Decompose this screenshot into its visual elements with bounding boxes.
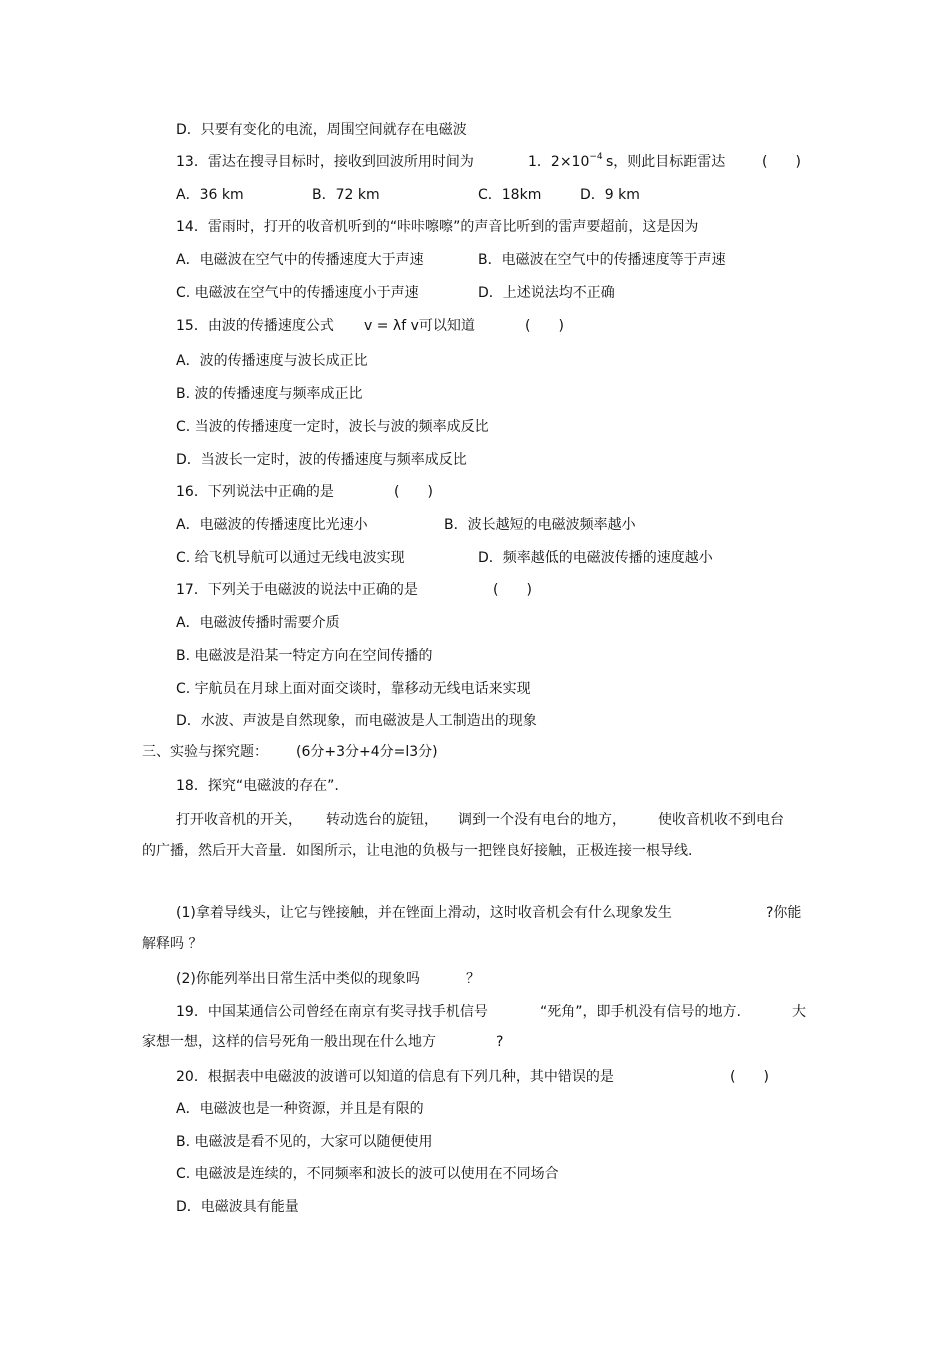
q15-formula: v = λf v可以知道 (364, 318, 475, 334)
q12-option-d: D．只要有变化的电流，周围空间就存在电磁波 (176, 122, 467, 138)
q18-subquestion-1: (1)拿着导线头，让它与锉接触，并在锉面上滑动，这时收音机会有什么现象发生 (176, 905, 672, 921)
q13-option-b: B．72 km (312, 187, 380, 203)
q18-paragraph-part-2: 转动选台的旋钮， (326, 812, 438, 828)
q13-option-d: D．9 km (580, 187, 640, 203)
q14-stem: 14．雷雨时，打开的收音机听到的“咔咔嚓嚓”的声音比听到的雷声要超前，这是因为 (176, 219, 699, 235)
q13-answer-paren: ( ) (762, 154, 801, 170)
q16-option-d: D．频率越低的电磁波传播的速度越小 (478, 550, 713, 566)
q13-option-c: C．18km (478, 187, 542, 203)
q16-answer-paren: ( ) (394, 484, 433, 500)
q15-stem: 15．由波的传播速度公式 (176, 318, 334, 334)
q16-option-a: A．电磁波的传播速度比光速小 (176, 517, 368, 533)
q18-stem: 18．探究“电磁波的存在”. (176, 778, 339, 794)
q18-paragraph-part-3: 调到一个没有电台的地方， (458, 812, 626, 828)
q20-option-b: B. 电磁波是看不见的，大家可以随便使用 (176, 1134, 433, 1150)
q16-option-b: B．波长越短的电磁波频率越小 (444, 517, 636, 533)
q16-option-c: C. 给飞机导航可以通过无线电波实现 (176, 550, 405, 566)
q19-line-2: 家想一想，这样的信号死角一般出现在什么地方 (142, 1034, 436, 1050)
q15-option-b: B. 波的传播速度与频率成正比 (176, 386, 363, 402)
q19-line-1-quote: “死角”，即手机没有信号的地方. (540, 1004, 741, 1020)
q19-line-2-mark: ? (496, 1034, 504, 1050)
q19-line-1: 19．中国某通信公司曾经在南京有奖寻找手机信号 (176, 1004, 488, 1020)
q14-option-b: B．电磁波在空气中的传播速度等于声速 (478, 252, 726, 268)
q14-option-a: A．电磁波在空气中的传播速度大于声速 (176, 252, 424, 268)
q18-paragraph-part-1: 打开收音机的开关， (176, 812, 302, 828)
q20-answer-paren: ( ) (730, 1069, 769, 1085)
q13-stem: 13．雷达在搜寻目标时，接收到回波所用时间为 (176, 154, 474, 170)
q18-subquestion-2-mark: ？ (466, 971, 480, 987)
q13-exponent: −4 (589, 152, 603, 162)
section-3-heading: 三、实验与探究题： (142, 744, 268, 760)
q20-stem: 20．根据表中电磁波的波谱可以知道的信息有下列几种，其中错误的是 (176, 1069, 614, 1085)
q15-option-a: A．波的传播速度与波长成正比 (176, 353, 368, 369)
q17-option-c: C. 宇航员在月球上面对面交谈时，靠移动无线电话来实现 (176, 681, 531, 697)
q14-option-c: C. 电磁波在空气中的传播速度小于声速 (176, 285, 419, 301)
q20-option-d: D．电磁波具有能量 (176, 1199, 299, 1215)
q17-option-a: A．电磁波传播时需要介质 (176, 615, 340, 631)
q20-option-a: A．电磁波也是一种资源，并且是有限的 (176, 1101, 424, 1117)
q17-option-d: D．水波、声波是自然现象，而电磁波是人工制造出的现象 (176, 713, 537, 729)
q13-option-a: A．36 km (176, 187, 244, 203)
q18-subquestion-1-end: ?你能 (766, 905, 802, 921)
q18-subquestion-1-line-2: 解释吗 ？ (142, 936, 203, 952)
q17-option-b: B. 电磁波是沿某一特定方向在空间传播的 (176, 648, 433, 664)
q17-stem: 17．下列关于电磁波的说法中正确的是 (176, 582, 418, 598)
q16-stem: 16．下列说法中正确的是 (176, 484, 334, 500)
q13-value: 1．$2\times 10^{-4}$ (528, 152, 603, 170)
q15-answer-paren: ( ) (525, 318, 564, 334)
q18-paragraph-line-2: 的广播，然后开大音量．如图所示，让电池的负极与一把锉良好接触，正极连接一根导线. (142, 843, 693, 859)
q15-option-d: D．当波长一定时，波的传播速度与频率成反比 (176, 452, 467, 468)
q19-line-1-end: 大 (792, 1004, 806, 1020)
q13-unit: s，则此目标距雷达 (606, 154, 726, 170)
q15-option-c: C. 当波的传播速度一定时，波长与波的频率成反比 (176, 419, 489, 435)
q18-subquestion-2: (2)你能列举出日常生活中类似的现象吗 (176, 971, 420, 987)
q18-paragraph-part-4: 使收音机收不到电台 (658, 812, 784, 828)
q20-option-c: C. 电磁波是连续的，不同频率和波长的波可以使用在不同场合 (176, 1166, 559, 1182)
section-3-score: (6分+3分+4分=l3分) (296, 744, 438, 760)
q17-answer-paren: ( ) (493, 582, 532, 598)
q14-option-d: D．上述说法均不正确 (478, 285, 615, 301)
